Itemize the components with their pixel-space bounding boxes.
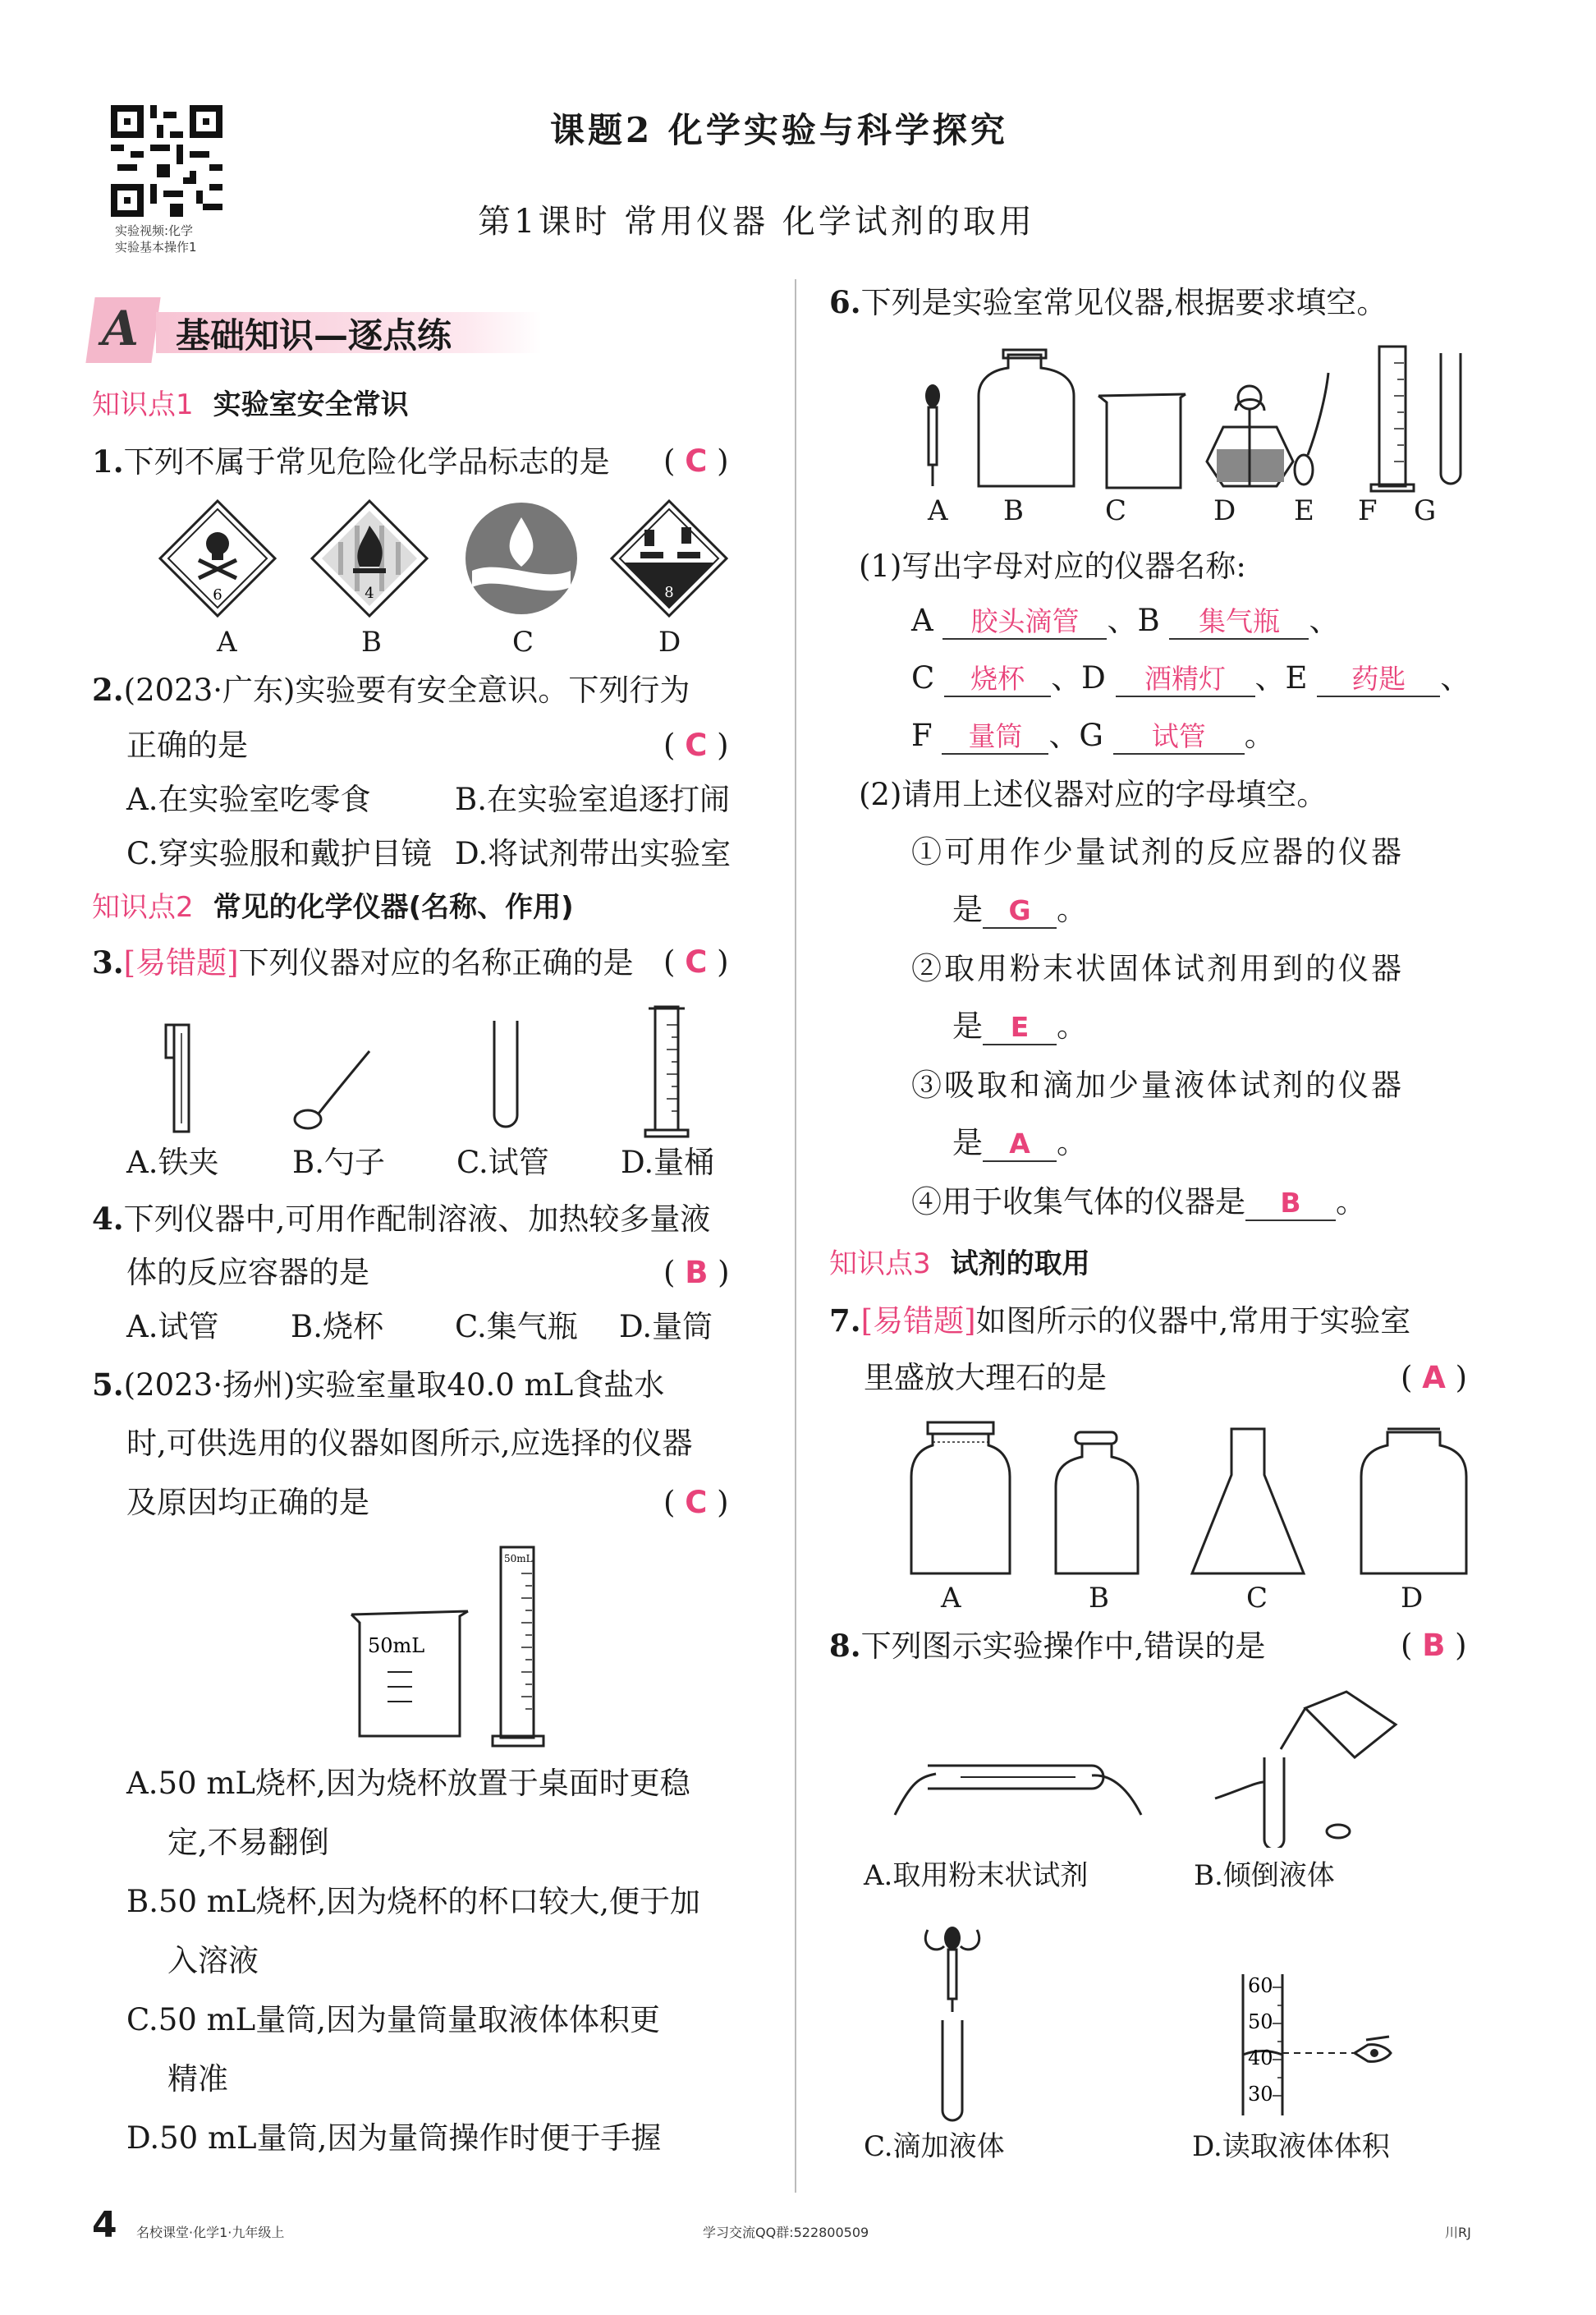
q6-label-a: A [928,494,948,527]
tick-30: 30 [1248,2083,1273,2106]
pouring-liquid-icon [1215,1692,1396,1848]
q6-label-f: F [1358,494,1378,527]
q7-answer: A [1422,1360,1446,1395]
tick-50: 50 [1248,2010,1273,2033]
tick-40: 40 [1248,2046,1273,2069]
q6-sub-2: ②取用粉末状固体试剂用到的仪器 [911,951,1404,986]
q7-bottles [903,1417,1478,1582]
q-num: 4. [92,1201,124,1237]
narrow-mouth-bottle-icon [1056,1432,1138,1573]
q-text: 如图所示的仪器中,常用于实验室 [975,1303,1411,1339]
q3-answer: C [685,944,708,980]
q3-instruments [123,1000,714,1140]
q4-option-d: D.量筒 [619,1309,713,1344]
q8-operation-b [1182,1675,1429,1848]
cylinder-label: 50mL [504,1553,533,1564]
answer-4[interactable]: B [1245,1187,1336,1221]
cylinder-icon [493,1547,543,1746]
sub-text: ④用于收集气体的仪器是 [911,1184,1245,1220]
question-4 [92,1199,710,1239]
q6-part-1: (1)写出字母对应的仪器名称: [859,549,1246,584]
spoon-icon [295,1051,369,1128]
name-d[interactable]: 酒精灯 [1116,663,1255,697]
q-text: 下列是实验室常见仪器,根据要求填空。 [860,285,1387,320]
question-5 [92,1365,664,1405]
beaker-icon [1098,394,1186,488]
kp-name: 实验室安全常识 [213,388,409,421]
q5-line2: 时,可供选用的仪器如图所示,应选择的仪器 [126,1426,693,1461]
q5-answer-bracket: ( C ) [663,1485,729,1520]
water-saving-icon [466,503,577,614]
kp-tag: 知识点1 [92,388,194,421]
footer-right: 川RJ [1445,2225,1471,2240]
q4-answer-bracket: ( B ) [663,1255,730,1290]
q8-caption-d: D.读取液体体积 [1192,2130,1390,2163]
q1-answer-bracket: ( C ) [663,443,729,479]
sign-number-4: 4 [365,585,374,602]
q7-label-b: B [1089,1582,1109,1615]
q6-label-b: B [1003,494,1024,527]
kp-tag: 知识点3 [829,1247,931,1280]
q6-names-row-3: F 量筒 、G 试管 。 [911,718,1275,753]
q6-part-2: (2)请用上述仪器对应的字母填空。 [859,777,1328,812]
page-number: 4 [92,2204,117,2246]
q1-label-c: C [512,626,534,659]
test-tube-icon [494,1021,517,1127]
conical-flask-icon [1192,1429,1304,1573]
dropping-liquid-icon [925,1927,979,2120]
q4-answer: B [685,1255,709,1290]
q2-option-c: C.穿实验服和戴护目镜 [126,836,432,871]
q4-option-a: A.试管 [126,1309,219,1344]
q6-label-e: E [1294,494,1314,527]
column-divider [795,279,796,2193]
lesson-title: 第1课时 常用仪器 化学试剂的取用 [478,203,1035,241]
q2-answer: C [685,728,708,763]
q1-hazard-signs [148,493,739,624]
label-is: 是 [952,1125,983,1160]
q3-option-c: C.试管 [456,1145,549,1180]
beaker-icon [351,1611,468,1736]
q1-label-d: D [658,626,681,659]
q6-label-c: C [1105,494,1127,527]
q6-label-g: G [1414,494,1437,527]
kp-tag: 知识点2 [92,891,194,924]
q5-option-d-1: D.50 mL量筒,因为量筒操作时便于手握 [126,2120,662,2156]
q2-answer-bracket: ( C ) [663,728,729,763]
question-7 [829,1301,1410,1341]
q8-answer-bracket: ( B ) [1401,1628,1467,1663]
q8-operation-a [887,1733,1149,1840]
q8-operation-d [1231,1971,1412,2119]
q6-sub-4: ④用于收集气体的仪器是 B 。 [911,1184,1366,1220]
kp-name: 常见的化学仪器(名称、作用) [213,891,574,924]
q6-names-row-2: C 烧杯 、D 酒精灯 、E 药匙 、 [911,660,1471,696]
q5-instruments [337,1541,599,1754]
question-2 [92,670,690,710]
q2-option-d: D.将试剂带出实验室 [455,836,732,871]
q2-line2: 正确的是 [126,728,248,763]
footer-left: 名校课堂·化学1·九年级上 [136,2225,285,2240]
label-is: 是 [952,1008,983,1044]
section-title: 基础知识—逐点练 [176,315,452,356]
section-banner [90,297,550,363]
q6-names-row-1: A 胶头滴管 、B 集气瓶 、 [911,603,1340,638]
name-b[interactable]: 集气瓶 [1169,605,1309,640]
topic-title: 课题2 化学实验与科学探究 [550,110,1008,150]
qr-caption-1: 实验视频:化学 [115,223,194,238]
q6-label-d: D [1213,494,1236,527]
q-tag: [易错题] [123,945,239,981]
qr-caption-2: 实验基本操作1 [115,240,197,255]
q4-option-b: B.烧杯 [291,1309,383,1344]
graduated-cylinder-icon [645,1007,688,1137]
name-e[interactable]: 药匙 [1317,663,1440,697]
dropper-icon [925,384,940,486]
q2-option-a: A.在实验室吃零食 [126,782,371,817]
q1-answer: C [685,443,708,479]
q-num: 1. [92,443,124,480]
sign-number-8: 8 [664,584,674,601]
q7-label-a: A [941,1582,961,1615]
q8-caption-c: C.滴加液体 [864,2130,1005,2163]
answer-3[interactable]: A [983,1128,1057,1162]
q4-option-c: C.集气瓶 [455,1309,578,1344]
q6-sub-1: ①可用作少量试剂的反应器的仪器 [911,834,1404,870]
knowledge-point-2 [92,889,574,926]
q7-label-d: D [1401,1582,1424,1615]
q1-label-b: B [361,626,382,659]
q-num: 8. [829,1628,861,1664]
measuring-cylinder-icon [1371,347,1414,491]
q5-option-c-1: C.50 mL量筒,因为量筒量取液体体积更 [126,2002,661,2037]
clamp-icon [166,1025,189,1132]
question-6 [829,282,1387,323]
beaker-label: 50mL [368,1634,425,1657]
q6-sub-1-answer-line: 是 G 。 [952,892,1087,927]
gas-jar-icon [979,350,1074,486]
q-tag: [易错题] [860,1303,976,1339]
q8-answer: B [1422,1628,1446,1663]
q5-option-c-2: 精准 [167,2061,228,2097]
q2-option-b: B.在实验室追逐打闹 [455,782,730,817]
q1-label-a: A [217,626,237,659]
knowledge-point-3 [829,1245,1090,1283]
footer-middle: 学习交流QQ群:522800509 [703,2225,869,2240]
name-f[interactable]: 量筒 [942,720,1048,755]
q-text: 下列仪器中,可用作配制溶液、加热较多量液 [123,1201,711,1237]
q7-line2: 里盛放大理石的是 [864,1360,1107,1395]
question-3 [92,943,634,983]
question-8 [829,1626,1265,1666]
q6-sub-3-answer-line: 是 A 。 [952,1125,1087,1160]
q-text: (2023·扬州)实验室量取40.0 mL食盐水 [123,1367,665,1403]
q3-option-b: B.勺子 [292,1145,385,1180]
powder-test-tube-icon [895,1766,1141,1815]
section-letter: A [102,301,140,356]
q-num: 2. [92,672,124,708]
alcohol-lamp-icon [1207,386,1293,486]
q5-option-b-2: 入溶液 [167,1943,259,1978]
q6-sub-2-answer-line: 是 E 。 [952,1008,1087,1044]
q6-sub-3: ③吸取和滴加少量液体试剂的仪器 [911,1068,1404,1103]
sign-number-6: 6 [213,586,222,604]
q3-option-a: A.铁夹 [126,1145,219,1180]
q-text: (2023·广东)实验要有安全意识。下列行为 [123,673,690,708]
kp-name: 试剂的取用 [950,1247,1090,1280]
q-text: 下列仪器对应的名称正确的是 [238,945,634,981]
q8-caption-a: A.取用粉末状试剂 [864,1859,1089,1892]
q6-instruments [911,338,1470,494]
q-num: 5. [92,1366,124,1403]
q8-caption-b: B.倾倒液体 [1194,1859,1335,1892]
q-num: 7. [829,1302,861,1339]
wide-mouth-bottle-icon [911,1422,1010,1573]
knowledge-point-1 [92,386,409,424]
answer-2[interactable]: E [983,1011,1057,1045]
answer-1[interactable]: G [983,894,1057,929]
name-a[interactable]: 胶头滴管 [942,605,1107,640]
gas-collecting-bottle-icon [1361,1429,1466,1573]
q7-answer-bracket: ( A ) [1401,1360,1468,1395]
qr-code-icon [111,105,222,217]
q8-operation-c [903,1913,1034,2127]
spatula-icon [1295,373,1328,485]
test-tube-icon [1441,353,1461,484]
q5-option-a-2: 定,不易翻倒 [167,1825,329,1860]
q-num: 3. [92,944,124,981]
q3-option-d: D.量桶 [621,1145,715,1180]
q5-answer: C [685,1485,708,1520]
q5-line3: 及原因均正确的是 [126,1485,369,1520]
name-c[interactable]: 烧杯 [944,663,1051,697]
q5-option-a-1: A.50 mL烧杯,因为烧杯放置于桌面时更稳 [126,1766,690,1801]
q7-label-c: C [1246,1582,1268,1615]
tick-60: 60 [1248,1974,1273,1997]
qr-code[interactable] [111,105,222,217]
q-text: 下列不属于常见危险化学品标志的是 [123,444,610,480]
q5-option-b-1: B.50 mL烧杯,因为烧杯的杯口较大,便于加 [126,1884,700,1919]
q4-line2: 体的反应容器的是 [126,1255,369,1290]
q3-answer-bracket: ( C ) [663,944,729,980]
question-1 [92,442,610,482]
name-g[interactable]: 试管 [1113,720,1245,755]
label-is: 是 [952,892,983,927]
q-text: 下列图示实验操作中,错误的是 [860,1628,1266,1664]
q-num: 6. [829,284,861,320]
